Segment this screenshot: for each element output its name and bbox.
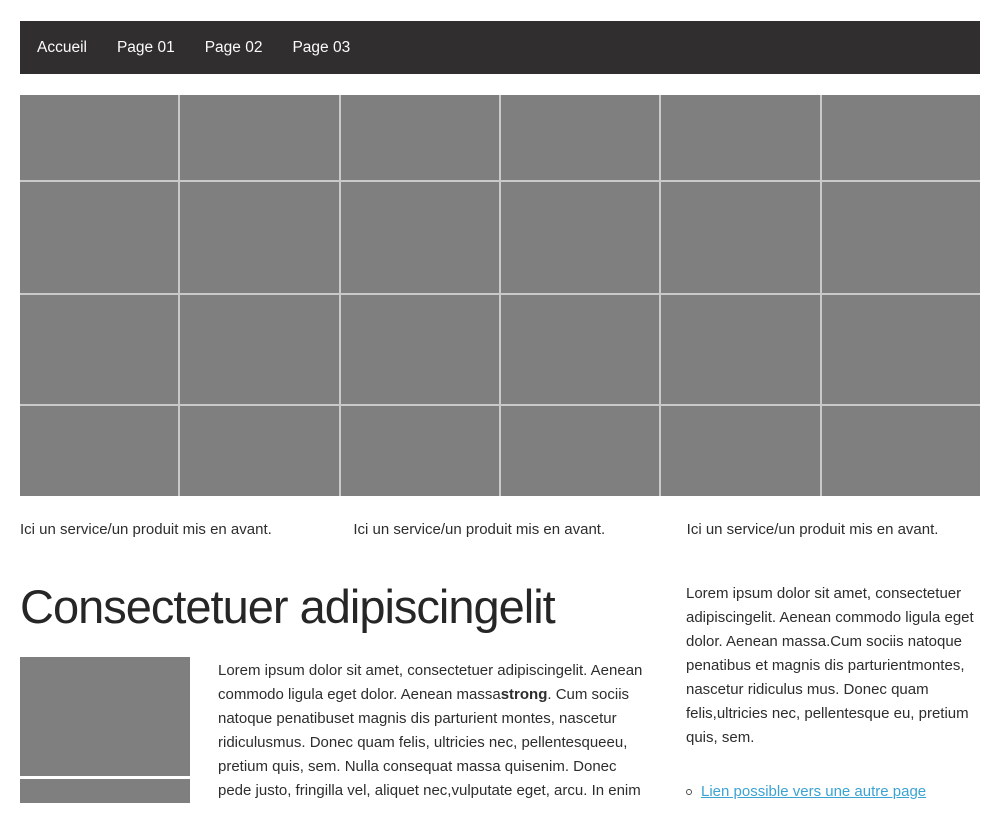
banner-grid-cell [20, 406, 178, 496]
sidebar-link-item [686, 783, 980, 800]
banner-grid-cell [341, 406, 499, 496]
main-column [20, 580, 647, 803]
banner-grid-cell [661, 295, 819, 404]
content-row [20, 580, 980, 803]
banner-grid-cell [661, 95, 819, 180]
sidebar-paragraph: Lorem ipsum dolor sit amet, consectetuer adipiscingelit. Aenean commodo ligula eget dolor. Aenean massa.Cum sociis natoque penatibus et magnis dis parturientmontes, nascetur ridiculus mus. Donec quam felis,ultricies nec, pellentesque eu, pretium quis, sem. [686, 585, 974, 746]
banner-grid-cell [341, 95, 499, 180]
banner-grid-cell [822, 182, 980, 293]
sidebar [686, 580, 980, 803]
main-paragraph [218, 659, 647, 803]
banner-grid-cell [822, 95, 980, 180]
main-paragraph-text-after: . Cum sociis natoque penatibuset magnis dis parturient montes, nascetur ridiculusmus. Donec quam felis, ultricies nec, pellentesqueeu, pretium quis, sem. Nulla consequat massa quisenim. Donec pede justo, fringilla vel, aliquet nec,vulputate eget, arcu. In enim [218, 686, 641, 800]
services-row [20, 518, 980, 542]
main-paragraph-text: Lorem ipsum dolor sit amet, consectetuer adipiscingelit. Aenean commodo ligula eget dolor. Aenean massa [218, 662, 643, 704]
banner-grid-cell [180, 182, 338, 293]
sidebar-link[interactable]: Lien possible vers une autre page [701, 783, 927, 800]
banner-grid-cell [661, 182, 819, 293]
banner-grid-cell [180, 406, 338, 496]
media-row [20, 657, 647, 803]
banner-grid-cell [822, 406, 980, 496]
banner-grid-cell [501, 295, 659, 404]
page-heading: Consectetuer adipiscingelit [20, 580, 555, 633]
banner-grid-cell [20, 295, 178, 404]
content-image-placeholder [20, 657, 190, 803]
main-paragraph-bold-word: strong [500, 686, 548, 704]
service-text-3: Ici un service/un produit mis en avant. [686, 521, 939, 538]
nav-item-accueil[interactable]: Accueil [37, 38, 87, 56]
banner-grid-cell [661, 406, 819, 496]
banner-grid-cell [501, 406, 659, 496]
banner-grid-cell [501, 95, 659, 180]
banner-image-placeholder [20, 95, 980, 496]
banner-grid-cell [341, 182, 499, 293]
service-text-2: Ici un service/un produit mis en avant. [353, 521, 606, 538]
banner-grid-cell [20, 182, 178, 293]
nav-item-page-01[interactable]: Page 01 [116, 38, 175, 56]
circle-bullet-icon [686, 789, 692, 795]
page-container [20, 0, 980, 803]
nav-item-page-03[interactable]: Page 03 [292, 38, 351, 56]
banner-grid-cell [180, 95, 338, 180]
service-text-1: Ici un service/un produit mis en avant. [20, 521, 272, 538]
nav-item-page-02[interactable]: Page 02 [204, 38, 263, 56]
banner-grid-cell [180, 295, 338, 404]
banner-grid-cell [20, 95, 178, 180]
banner-grid-cell [501, 182, 659, 293]
main-nav [20, 21, 980, 74]
banner-grid-cell [822, 295, 980, 404]
banner-grid-cell [341, 295, 499, 404]
